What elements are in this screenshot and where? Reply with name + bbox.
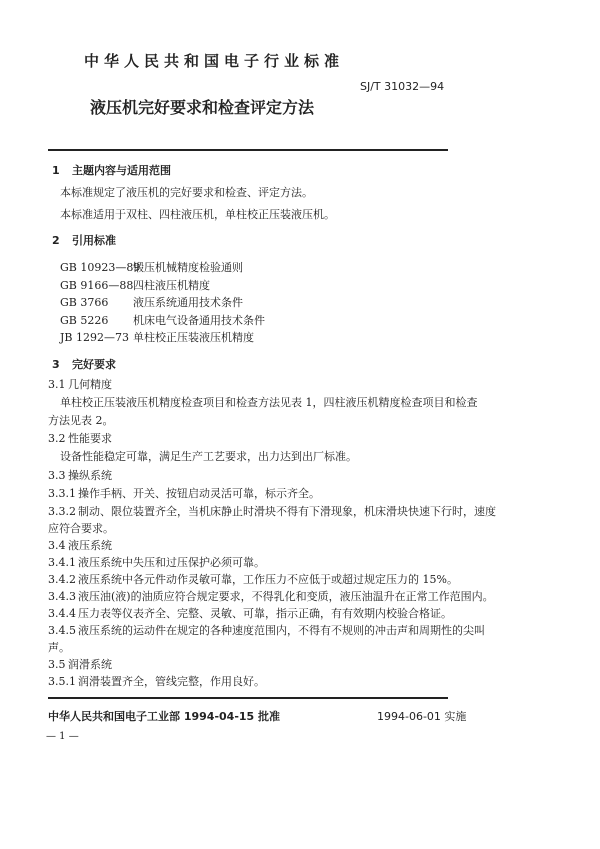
clause: 3.4.1 液压系统中失压和过压保护必须可靠。 [48,556,265,569]
clause: 3.4.2 液压系统中各元件动作灵敏可靠，工作压力不应低于或超过规定压力的 15%。 [48,573,458,586]
reference-item: GB 10923—89锻压机械精度检验通则 [60,261,243,274]
clause: 3.4.3 液压油(液)的油质应符合规定要求，不得乳化和变质，液压油温升在正常工作范围内。 [48,590,494,603]
reference-item: GB 5226 机床电气设备通用技术条件 [60,314,265,327]
clause-continuation: 声。 [48,641,70,654]
document-title: 液压机完好要求和检查评定方法 [90,98,315,117]
section-2-heading: 2 引用标准 [52,234,116,247]
clause: 3.3.1 操作手柄、开关、按钮启动灵活可靠，标示齐全。 [48,487,320,500]
paragraph: 本标准适用于双柱、四柱液压机，单柱校正压装液压机。 [60,208,335,221]
section-1-heading: 1 主题内容与适用范围 [52,164,171,177]
paragraph: 本标准规定了液压机的完好要求和检查、评定方法。 [60,186,313,199]
subsection-heading: 3.1 几何精度 [48,378,112,391]
approval-line: 中华人民共和国电子工业部 1994-04-15 批准 [48,710,281,723]
section-3-heading: 3 完好要求 [52,358,116,371]
clause: 3.4.4 压力表等仪表齐全、完整、灵敏、可靠，指示正确，有有效期内校验合格证。 [48,607,452,620]
header-divider [48,149,448,151]
page-number: — 1 — [46,731,79,742]
clause: 3.4.5 液压系统的运动件在规定的各种速度范围内，不得有不规则的冲击声和周期性的尖叫 [48,624,485,637]
subsection-heading: 3.2 性能要求 [48,432,112,445]
footer-divider [48,697,448,699]
clause: 3.3.2 制动、限位装置齐全，当机床静止时滑块不得有下滑现象，机床滑块快速下行时，速度 [48,505,496,518]
reference-item: GB 9166—88四柱液压机精度 [60,279,210,292]
issuing-org: 中华人民共和国电子行业标准 [84,52,345,70]
subsection-heading: 3.5 润滑系统 [48,658,112,671]
subsection-heading: 3.3 操纵系统 [48,469,112,482]
clause: 3.5.1 润滑装置齐全，管线完整，作用良好。 [48,675,265,688]
effective-date: 1994-06-01 实施 [377,710,467,723]
paragraph: 单柱校正压装液压机精度检查项目和检查方法见表 1，四柱液压机精度检查项目和检查 [60,396,478,409]
clause-continuation: 应符合要求。 [48,522,114,535]
subsection-heading: 3.4 液压系统 [48,539,112,552]
reference-item: GB 3766 液压系统通用技术条件 [60,296,243,309]
paragraph: 方法见表 2。 [48,414,114,427]
reference-item: JB 1292—73 单柱校正压装液压机精度 [60,331,254,344]
paragraph: 设备性能稳定可靠，满足生产工艺要求，出力达到出厂标准。 [60,450,357,463]
standard-code: SJ/T 31032—94 [360,80,445,93]
